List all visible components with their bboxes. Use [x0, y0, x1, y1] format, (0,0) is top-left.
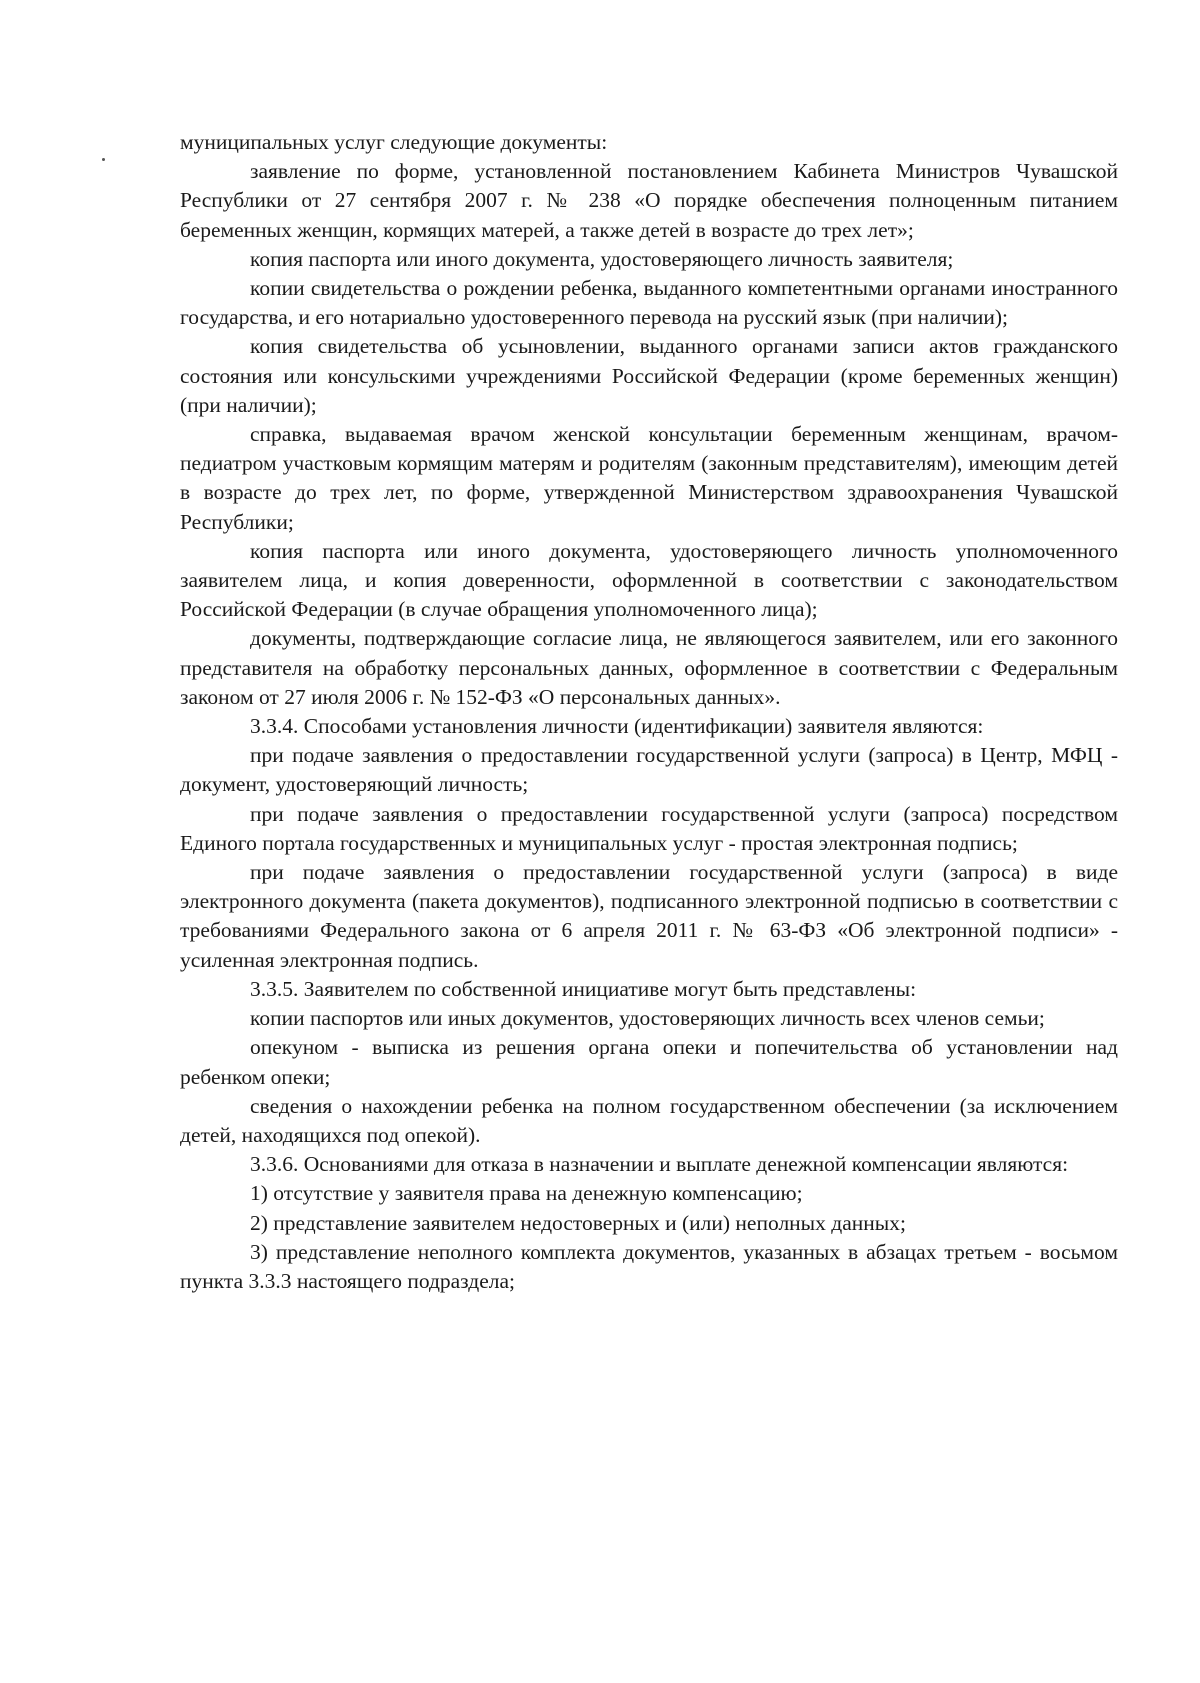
paragraph-refusal-3: 3) представление неполного комплекта документов, указанных в абзацах третьем - восьмом пункта 3.3.3 настоящего подраздела;	[180, 1239, 1118, 1293]
paragraph-refusal-2: 2) представление заявителем недостоверных и (или) неполных данных;	[250, 1210, 906, 1235]
paragraph-application-form: заявление по форме, установленной постановлением Кабинета Министров Чувашской Республики от 27 сентября 2007 г. № 238 «О порядке обеспечения полноценным питанием беременных женщин, кормящих матерей, а также детей в возрасте до трех лет»;	[180, 159, 1118, 242]
paragraph-3-3-6: 3.3.6. Основаниями для отказа в назначении и выплате денежной компенсации являются:	[250, 1152, 1069, 1177]
paragraph-identity-document: при подаче заявления о предоставлении государственной услуги (запроса) в Центр, МФЦ - документ, удостоверяющий личность;	[180, 743, 1118, 797]
paragraph-medical-certificate: справка, выдаваемая врачом женской консультации беременным женщинам, врачом-педиатром участковым кормящим матерям и родителям (законным представителям), имеющим детей в возрасте до трех лет, по форме, утвержденной Министерством здравоохранения Чувашской Республики;	[180, 422, 1118, 534]
scan-artifact	[102, 158, 105, 161]
document-body	[180, 128, 1118, 1296]
paragraph-birth-certificate: копии свидетельства о рождении ребенка, выданного компетентными органами иностранного государства, и его нотариально удостоверенного перевода на русский язык (при наличии);	[180, 276, 1118, 330]
paragraph-authorized-person: копия паспорта или иного документа, удостоверяющего личность уполномоченного заявителем лица, и копия доверенности, оформленной в соответствии с законодательством Российской Федерации (в случае обращения уполномоченного лица);	[180, 538, 1118, 622]
paragraph-qualified-signature: при подаче заявления о предоставлении государственной услуги (запроса) в виде электронного документа (пакета документов), подписанного электронной подписью в соответствии с требованиями Федерального закона от 6 апреля 2011 г. № 63-ФЗ «Об электронной подписи» - усиленная электронная подпись.	[180, 860, 1118, 972]
paragraph-guardian-extract: опекуном - выписка из решения органа опеки и попечительства об установлении над ребенком опеки;	[180, 1035, 1118, 1089]
paragraph-state-support: сведения о нахождении ребенка на полном государственном обеспечении (за исключением детей, находящихся под опекой).	[180, 1093, 1118, 1147]
paragraph-simple-signature: при подаче заявления о предоставлении государственной услуги (запроса) посредством Единого портала государственных и муниципальных услуг - простая электронная подпись;	[180, 801, 1118, 855]
paragraph-3-3-5: 3.3.5. Заявителем по собственной инициативе могут быть представлены:	[250, 976, 917, 1001]
paragraph-3-3-4: 3.3.4. Способами установления личности (идентификации) заявителя являются:	[250, 714, 984, 739]
paragraph-refusal-1: 1) отсутствие у заявителя права на денежную компенсацию;	[250, 1181, 803, 1206]
paragraph-personal-data-consent: документы, подтверждающие согласие лица, не являющегося заявителем, или его законного представителя на обработку персональных данных, оформленное в соответствии с Федеральным законом от 27 июля 2006 г. № 152-ФЗ «О персональных данных».	[180, 626, 1118, 709]
paragraph-adoption-certificate: копия свидетельства об усыновлении, выданного органами записи актов гражданского состояния или консульскими учреждениями Российской Федерации (кроме беременных женщин) (при наличии);	[180, 334, 1118, 417]
paragraph-passport-copy: копия паспорта или иного документа, удостоверяющего личность заявителя;	[250, 246, 954, 271]
paragraph-family-passports: копии паспортов или иных документов, удостоверяющих личность всех членов семьи;	[250, 1006, 1045, 1031]
paragraph-continuation: муниципальных услуг следующие документы:	[180, 130, 608, 154]
